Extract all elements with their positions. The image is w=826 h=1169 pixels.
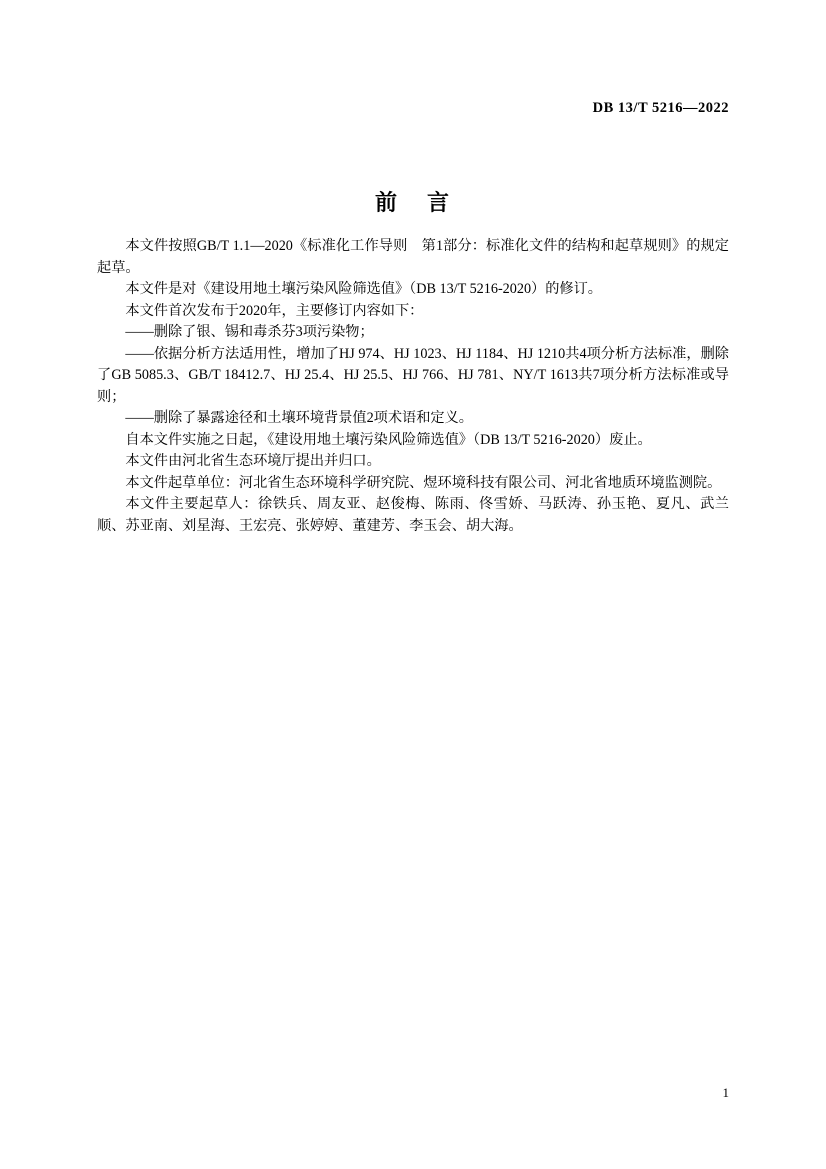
- paragraph: 本文件首次发布于2020年，主要修订内容如下：: [125, 302, 424, 319]
- page-title-part-2: 言: [427, 190, 452, 215]
- paragraph: 本文件起草单位：河北省生态环境科学研究院、煜环境科技有限公司、河北省地质环境监测院。: [125, 474, 722, 491]
- page-number: 1: [722, 1085, 729, 1100]
- paragraph: 本文件由河北省生态环境厅提出并归口。: [125, 453, 381, 469]
- paragraph: ――删除了暴露途径和土壤环境背景值2项术语和定义。: [125, 410, 473, 426]
- page-title: [0, 186, 826, 217]
- paragraph: ――依据分析方法适用性，增加了HJ 974、HJ 1023、HJ 1184、HJ 1210共4项分析方法标准，删除了GB 5085.3、GB/T 18412.7、HJ 25.4、HJ 25.5、HJ 766、HJ 781、NY/T 1613共7项分析方法标准或导则；: [97, 345, 729, 405]
- foreword-body: [97, 236, 729, 537]
- paragraph: 本文件按照GB/T 1.1—2020《标准化工作导则 第1部分：标准化文件的结构和起草规则》的规定起草。: [97, 238, 729, 276]
- paragraph: 本文件主要起草人：徐铁兵、周友亚、赵俊梅、陈雨、佟雪娇、马跃涛、孙玉艳、夏凡、武兰顺、苏亚南、刘星海、王宏亮、张婷婷、董建芳、李玉会、胡大海。: [97, 496, 729, 534]
- standard-code-header: DB 13/T 5216—2022: [592, 100, 729, 116]
- paragraph: 自本文件实施之日起，《建设用地土壤污染风险筛选值》（DB 13/T 5216-2020）废止。: [125, 431, 652, 448]
- paragraph: 本文件是对《建设用地土壤污染风险筛选值》（DB 13/T 5216-2020）的修订。: [125, 281, 602, 297]
- page-title-part-1: 前: [374, 190, 399, 215]
- paragraph: ――删除了银、锡和毒杀芬3项污染物；: [125, 324, 374, 340]
